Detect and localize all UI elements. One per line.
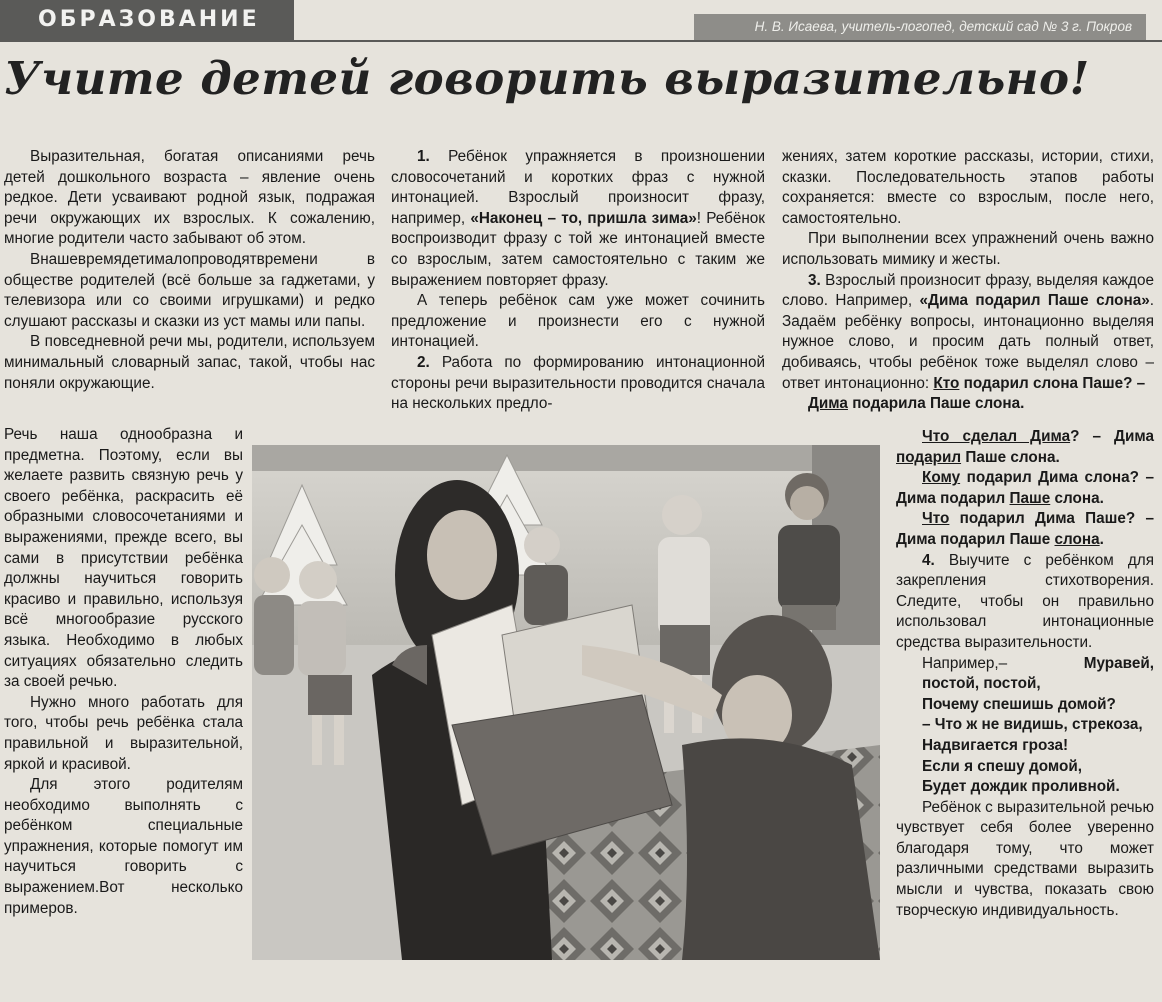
poem-line: постой, постой, [922, 675, 1041, 693]
text: Выучите с ребёнком для закрепления стихотворения. Следите, чтобы он правильно использовал интонационные средства выразительности. [896, 551, 1154, 651]
paragraph: Ребёнок с выразительной речью чувствует себя более уверенно благодаря тому, что может различными средствами выразить мысли и чувства, показать свою творческую индивидуальность. [896, 798, 1154, 919]
text: Взрослый произносит фразу, выделяя каждое слово. Например, [782, 271, 1154, 310]
paragraph: В повседневной речи мы, родители, используем минимальный словарный запас, такой, чтобы нас поняли окружающие. [4, 333, 375, 392]
paragraph [782, 271, 1154, 395]
example-phrase: «Дима подарил Паше слона» [919, 292, 1150, 310]
paragraph: Для этого родителям необходимо выполнять с ребёнком специальные упражнения, которые помогут им научиться говорить с выражением.Вот несколько примеров. [4, 776, 243, 917]
dialog-line: Что подарил Дима Паше? – Дима подарил Паше слона. [896, 510, 1154, 548]
column-3-top [782, 147, 1154, 415]
dialog-line: Кто подарил слона Паше? – [933, 374, 1146, 392]
paragraph: жениях, затем короткие рассказы, истории, стихи, сказки. Последовательность этапов работы сохраняется: вместе со взрослым, после него, самостоятельно. [782, 148, 1154, 227]
step-number: 4. [922, 551, 935, 569]
text: ! Ребёнок воспроизводит фразу с той же интонацией вместе со взрослым, затем самостоятельно с таким же выражением повторяет фразу. [391, 209, 765, 289]
poem-line: Будет дождик проливной. [922, 778, 1120, 796]
poem [896, 654, 1154, 798]
poem-line: Надвигается гроза! [922, 736, 1069, 754]
text: . Задаём ребёнку вопросы, интонационно выделяя нужное слово, и просим дать полный ответ, добиваясь, чтобы ребёнок тоже выделял слово – ответ интонационно: [782, 292, 1155, 392]
paragraph [896, 551, 1154, 654]
poem-line: – Что ж не видишь, стрекоза, [922, 716, 1143, 734]
text: Ребёнок упражняется в произношении словосочетаний и коротких фраз с нужной интонацией. Взрослый произносит фразу, например, [391, 148, 766, 227]
step-number: 3. [808, 271, 821, 289]
paragraph: Выразительная, богатая описаниями речь детей дошкольного возраста – явление очень редкое. Дети усваивают родной язык, подражая речи окружающих их взрослых. К сожалению, многие родители часто забывают об этом. [4, 148, 375, 248]
poem-line: Например,– Муравей, [922, 654, 1154, 672]
section-rubric: ОБРАЗОВАНИЕ [0, 0, 294, 40]
column-1-top [4, 147, 375, 394]
paragraph: При выполнении всех упражнений очень важно использовать мимику и жесты. [782, 230, 1154, 268]
column-1-bottom [4, 425, 243, 919]
column-3-bottom [896, 427, 1154, 921]
step-number: 1. [417, 148, 430, 165]
paragraph: Нужно много работать для того, чтобы речь ребёнка стала правильной и выразительной, яркой и красивой. [4, 693, 243, 773]
article-title: Учите детей говорить выразительно! [4, 52, 1090, 105]
dialog-line: Что сделал Дима? – Дима подарил Паше слона. [896, 428, 1154, 466]
text: Работа по формированию интонационной стороны речи выразительности проводится сначала на нескольких предло- [391, 353, 765, 413]
paragraph: Внашевремядетималопроводятвремени в обществе родителей (всё больше за гаджетами, у телевизора или со своими игрушками) и редко слушают рассказы и сказки из уст мамы или папы. [4, 250, 375, 330]
step-number: 2. [417, 353, 430, 371]
author-byline: Н. В. Исаева, учитель-логопед, детский сад № 3 г. Покров [694, 14, 1146, 40]
article-photo [252, 445, 880, 960]
header-divider [0, 40, 1162, 42]
dialog-line: Дима подарила Паше слона. [808, 395, 1025, 413]
paragraph [391, 353, 765, 415]
dialog-line: Кому подарил Дима слона? – Дима подарил Паше слона. [896, 469, 1154, 507]
poem-line: Почему спешишь домой? [922, 695, 1116, 713]
example-phrase: «Наконец – то, пришла зима» [470, 209, 697, 227]
poem-line: Если я спешу домой, [922, 757, 1082, 775]
column-2 [391, 147, 765, 415]
paragraph [391, 147, 765, 291]
paragraph: Речь наша однообразна и предметна. Поэтому, если вы желаете развить связную речь у своего ребёнка, раскрасить её образными словосочетаниями и выражениями, прежде всего, вы сами в присутствии ребёнка должны научиться говорить красиво и правильно, используя всё многообразие русского языка. Необходимо в любых ситуациях обязательно следить за своей речью. [4, 426, 243, 691]
paragraph: А теперь ребёнок сам уже может сочинить предложение и произнести его с нужной интонацией. [391, 292, 765, 351]
